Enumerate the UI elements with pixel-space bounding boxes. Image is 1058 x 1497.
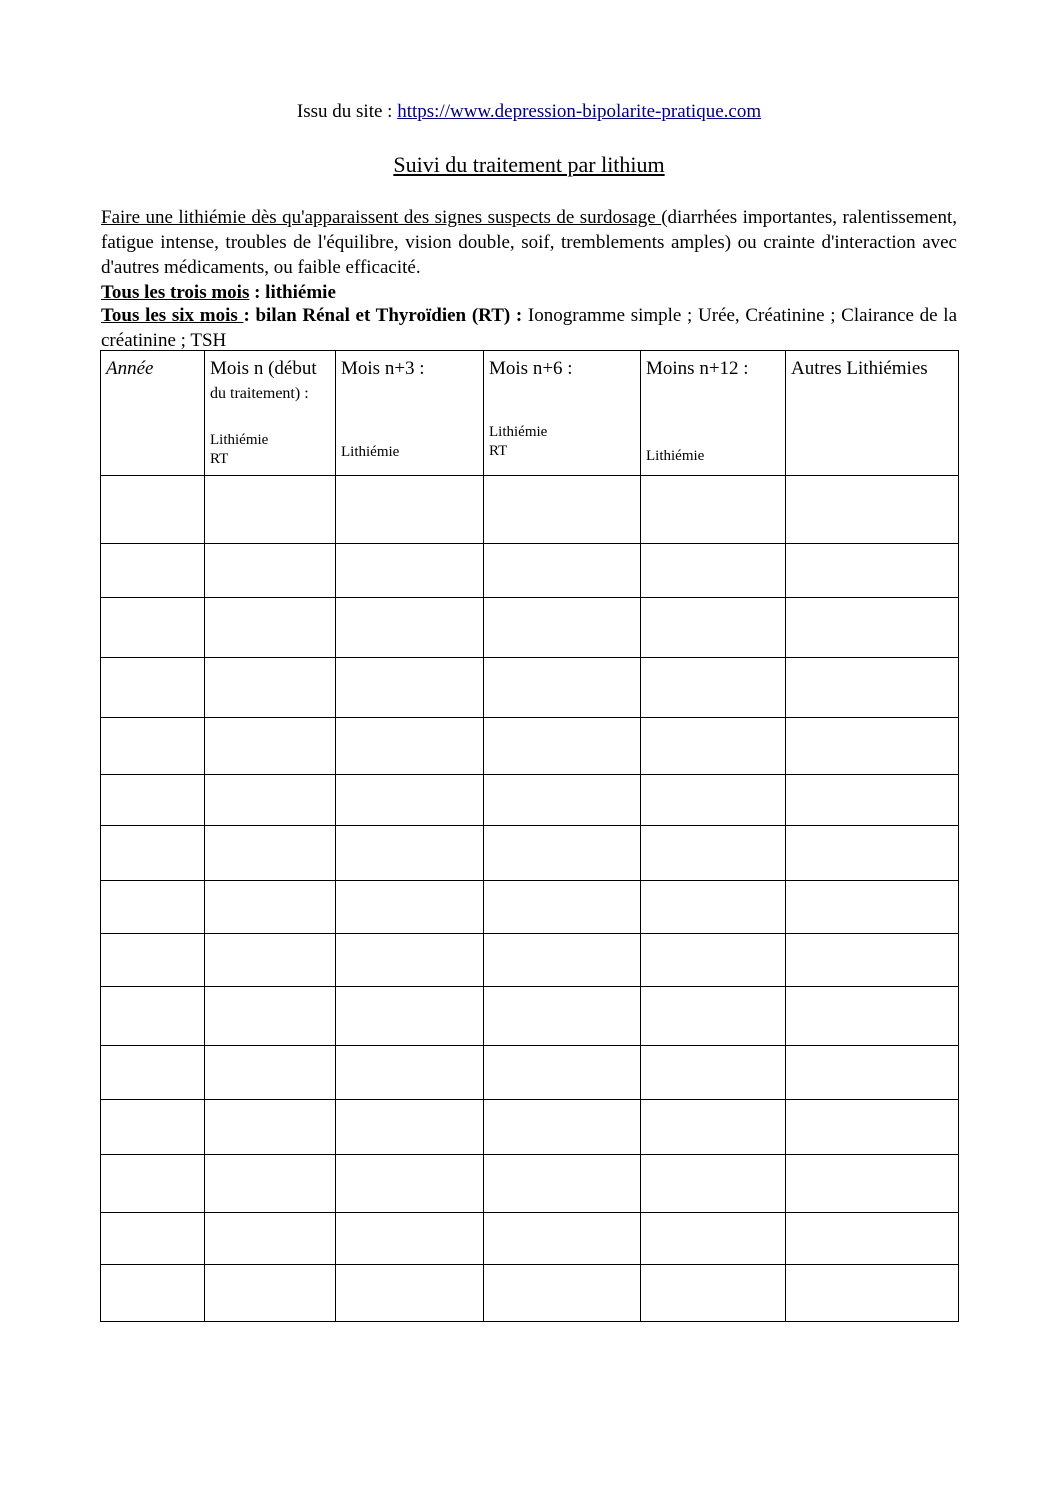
table-row	[101, 476, 959, 544]
table-cell[interactable]	[336, 775, 484, 826]
table-cell[interactable]	[205, 1155, 336, 1213]
table-cell[interactable]	[484, 476, 641, 544]
table-cell[interactable]	[205, 826, 336, 881]
table-cell[interactable]	[205, 987, 336, 1046]
header-mois-n-detail: Lithiémie RT	[210, 432, 269, 467]
table-cell[interactable]	[641, 658, 786, 718]
source-prefix: Issu du site :	[296, 101, 398, 122]
header-mois-n-sub: du traitement) :	[210, 385, 309, 402]
table-row	[101, 934, 959, 987]
header-mois-n12-label: Moins n+12 :	[646, 358, 749, 379]
table-cell[interactable]	[101, 987, 205, 1046]
table-cell[interactable]	[484, 826, 641, 881]
table-cell[interactable]	[641, 1265, 786, 1322]
header-mois-n6-detail: Lithiémie RT	[489, 424, 548, 459]
table-cell[interactable]	[786, 658, 959, 718]
table-cell[interactable]	[484, 598, 641, 658]
table-row	[101, 826, 959, 881]
intro-rest: (diarrhées importantes, ralentissement, fatigue intense, troubles de l'équilibre, vision double, soif, tremblements amples) ou crainte d'interaction avec d'autres médicaments, ou faible efficacité.	[101, 207, 957, 278]
header-mois-n3	[336, 351, 484, 476]
table-cell[interactable]	[641, 544, 786, 598]
header-mois-n6	[484, 351, 641, 476]
page-title: Suivi du traitement par lithium	[393, 152, 665, 177]
three-months-line	[101, 280, 957, 305]
six-months-label: Tous les six mois	[101, 305, 244, 326]
table-cell[interactable]	[336, 598, 484, 658]
header-mois-n3-detail: Lithiémie	[341, 444, 400, 460]
table-cell[interactable]	[336, 826, 484, 881]
table-cell[interactable]	[786, 1213, 959, 1265]
table-cell[interactable]	[336, 934, 484, 987]
table-cell[interactable]	[786, 598, 959, 658]
table-cell[interactable]	[101, 718, 205, 775]
table-cell[interactable]	[786, 544, 959, 598]
table-cell[interactable]	[786, 718, 959, 775]
table-cell[interactable]	[205, 544, 336, 598]
header-annee-label: Année	[106, 358, 154, 379]
table-cell[interactable]	[786, 1265, 959, 1322]
intro-underlined: Faire une lithiémie dès qu'apparaissent des signes suspects de surdosage	[101, 207, 662, 228]
intro-paragraph	[101, 205, 957, 280]
table-cell[interactable]	[205, 934, 336, 987]
table-cell[interactable]	[101, 826, 205, 881]
table-cell[interactable]	[484, 987, 641, 1046]
table-row	[101, 1155, 959, 1213]
table-cell[interactable]	[484, 934, 641, 987]
header-mois-n-label	[210, 357, 331, 406]
table-cell[interactable]	[484, 881, 641, 934]
table-cell[interactable]	[484, 1100, 641, 1155]
table-cell[interactable]	[786, 881, 959, 934]
lithium-tracking-table	[100, 350, 959, 1322]
table-cell[interactable]	[101, 775, 205, 826]
header-mois-n	[205, 351, 336, 476]
table-cell[interactable]	[205, 1265, 336, 1322]
table-cell[interactable]	[101, 476, 205, 544]
three-months-label: Tous les trois mois	[101, 282, 250, 303]
table-cell[interactable]	[641, 1046, 786, 1100]
table-row	[101, 775, 959, 826]
table-row	[101, 544, 959, 598]
table-cell[interactable]	[786, 1100, 959, 1155]
table-cell[interactable]	[641, 775, 786, 826]
table-cell[interactable]	[336, 1155, 484, 1213]
table-cell[interactable]	[101, 1046, 205, 1100]
table-cell[interactable]	[336, 658, 484, 718]
table-cell[interactable]	[484, 658, 641, 718]
table-cell[interactable]	[484, 1265, 641, 1322]
table-cell[interactable]	[336, 987, 484, 1046]
table-cell[interactable]	[484, 775, 641, 826]
table-row	[101, 987, 959, 1046]
table-cell[interactable]	[786, 775, 959, 826]
table-cell[interactable]	[484, 1213, 641, 1265]
table-cell[interactable]	[786, 934, 959, 987]
table-cell[interactable]	[786, 1046, 959, 1100]
table-cell[interactable]	[641, 826, 786, 881]
table-cell[interactable]	[101, 544, 205, 598]
table-cell[interactable]	[641, 1100, 786, 1155]
header-autres	[786, 351, 959, 476]
table-cell[interactable]	[484, 1046, 641, 1100]
table-cell[interactable]	[641, 1213, 786, 1265]
table-cell[interactable]	[101, 934, 205, 987]
table-cell[interactable]	[336, 718, 484, 775]
six-months-sep: :	[243, 305, 256, 326]
table-cell[interactable]	[484, 718, 641, 775]
table-cell[interactable]	[641, 1155, 786, 1213]
table-cell[interactable]	[641, 934, 786, 987]
six-months-paragraph	[101, 303, 957, 353]
table-cell[interactable]	[205, 658, 336, 718]
table-cell[interactable]	[786, 1155, 959, 1213]
table-cell[interactable]	[205, 598, 336, 658]
three-months-sep: :	[249, 282, 266, 303]
table-cell[interactable]	[786, 476, 959, 544]
table-cell[interactable]	[786, 826, 959, 881]
table-cell[interactable]	[336, 476, 484, 544]
table-cell[interactable]	[786, 987, 959, 1046]
six-months-text: Ionogramme simple ; Urée, Créatinine ; Clairance de la créatinine ; TSH	[101, 305, 958, 351]
table-cell[interactable]	[641, 987, 786, 1046]
table-row	[101, 1100, 959, 1155]
header-mois-n-main: Mois n (début	[210, 358, 317, 379]
table-cell[interactable]	[641, 718, 786, 775]
table-cell[interactable]	[336, 1265, 484, 1322]
table-row	[101, 658, 959, 718]
table-cell[interactable]	[484, 1155, 641, 1213]
header-annee	[101, 351, 205, 476]
table-cell[interactable]	[484, 544, 641, 598]
six-months-bold: bilan Rénal et Thyroïdien (RT) :	[255, 305, 528, 326]
table-cell[interactable]	[641, 598, 786, 658]
header-mois-n12-detail: Lithiémie	[646, 448, 705, 464]
table-row	[101, 598, 959, 658]
source-link[interactable]: https://www.depression-bipolarite-pratique.com	[397, 101, 762, 122]
table-header-row	[101, 351, 959, 476]
table-cell[interactable]	[336, 881, 484, 934]
table-cell[interactable]	[205, 881, 336, 934]
three-months-text: lithiémie	[265, 282, 336, 303]
table-cell[interactable]	[205, 476, 336, 544]
table-cell[interactable]	[101, 1265, 205, 1322]
table-cell[interactable]	[205, 775, 336, 826]
table-cell[interactable]	[205, 1100, 336, 1155]
table-cell[interactable]	[336, 1100, 484, 1155]
table-cell[interactable]	[336, 544, 484, 598]
table-row	[101, 1213, 959, 1265]
table-cell[interactable]	[205, 718, 336, 775]
header-autres-label: Autres Lithiémies	[791, 358, 928, 379]
table-cell[interactable]	[101, 1100, 205, 1155]
table-row	[101, 1265, 959, 1322]
table-cell[interactable]	[101, 881, 205, 934]
table-cell[interactable]	[336, 1046, 484, 1100]
table-row	[101, 1046, 959, 1100]
header-mois-n6-label: Mois n+6 :	[489, 358, 573, 379]
table-cell[interactable]	[101, 658, 205, 718]
table-cell[interactable]	[641, 881, 786, 934]
table-row	[101, 718, 959, 775]
table-cell[interactable]	[205, 1213, 336, 1265]
table-row	[101, 881, 959, 934]
table-cell[interactable]	[205, 1046, 336, 1100]
table-cell[interactable]	[101, 1155, 205, 1213]
table-cell[interactable]	[336, 1213, 484, 1265]
table-cell[interactable]	[641, 476, 786, 544]
table-cell[interactable]	[101, 1213, 205, 1265]
header-mois-n3-label: Mois n+3 :	[341, 358, 425, 379]
table-cell[interactable]	[101, 598, 205, 658]
source-line	[0, 101, 1058, 123]
header-mois-n12	[641, 351, 786, 476]
